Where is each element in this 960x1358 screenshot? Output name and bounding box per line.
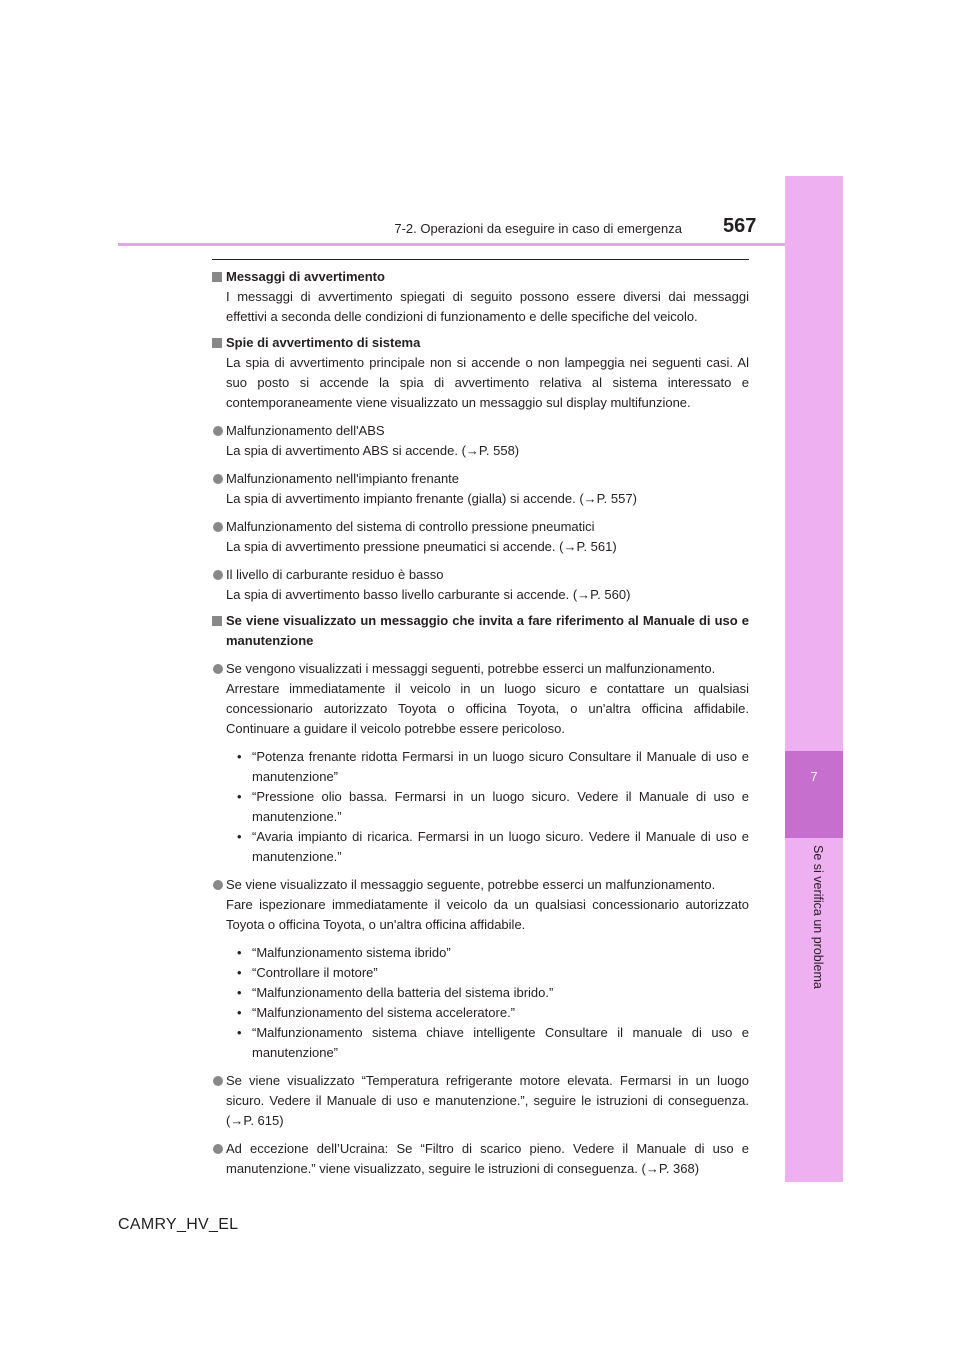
message-bullet: • “Malfunzionamento della batteria del sistema ibrido.” <box>226 983 749 1003</box>
list-item-title: Malfunzionamento nell'impianto frenante <box>226 471 460 486</box>
list-item-text: Arrestare immediatamente il veicolo in un luogo sicuro e contattare un qualsiasi concessionario autorizzato Toyota o officina Toyota, o un'altra officina affidabile. Continuare a guidare il veicolo potrebbe essere pericoloso. <box>226 681 749 736</box>
message-list <box>212 747 749 867</box>
section-body: I messaggi di avvertimento spiegati di seguito possono essere diversi dai messaggi effettivi a seconda delle condizioni di funzionamento e delle specifiche del veicolo. <box>226 289 749 324</box>
list-item <box>212 517 749 557</box>
message-list <box>212 943 749 1063</box>
list-item-text: La spia di avvertimento basso livello carburante si accende. (→P. 560) <box>226 587 631 602</box>
message-bullet: • “Avaria impianto di ricarica. Fermarsi in un luogo sicuro. Vedere il Manuale di uso e manutenzione.” <box>226 827 749 867</box>
header-divider <box>118 243 785 246</box>
list-item-text: La spia di avvertimento pressione pneumatici si accende. (→P. 561) <box>226 539 617 554</box>
message-bullet: • “Potenza frenante ridotta Fermarsi in un luogo sicuro Consultare il Manuale di uso e manutenzione” <box>226 747 749 787</box>
section-heading-warning-messages: Messaggi di avvertimento <box>212 267 749 287</box>
content-top-rule <box>212 259 749 260</box>
list-item <box>212 469 749 509</box>
chapter-title: Se si verifica un problema <box>811 845 825 989</box>
list-item-text: La spia di avvertimento ABS si accende. (→P. 558) <box>226 443 520 458</box>
list-item-intro: Se viene visualizzato il messaggio seguente, potrebbe esserci un malfunzionamento. <box>226 877 716 892</box>
message-bullet: • “Malfunzionamento del sistema acceleratore.” <box>226 1003 749 1023</box>
list-item-intro: Se vengono visualizzati i messaggi seguenti, potrebbe esserci un malfunzionamento. <box>226 661 716 676</box>
list-item <box>212 659 749 739</box>
message-bullet: • “Pressione olio bassa. Fermarsi in un luogo sicuro. Vedere il Manuale di uso e manutenzione.” <box>226 787 749 827</box>
list-item-text: Fare ispezionare immediatamente il veicolo da un qualsiasi concessionario autorizzato Toyota o officina Toyota, o un'altra officina affidabile. <box>226 897 749 932</box>
document-code: CAMRY_HV_EL <box>118 1216 239 1233</box>
list-item: Se viene visualizzato “Temperatura refrigerante motore elevata. Fermarsi in un luogo sicuro. Vedere il Manuale di uso e manutenzione.”, seguire le istruzioni di conseguenza. (→P. 615) <box>212 1071 749 1131</box>
chapter-number-tab <box>785 751 843 838</box>
list-item <box>212 421 749 461</box>
list-item-text: La spia di avvertimento impianto frenante (gialla) si accende. (→P. 557) <box>226 491 637 506</box>
list-item <box>212 875 749 935</box>
page-content <box>212 267 749 1179</box>
chapter-number: 7 <box>810 769 818 784</box>
section-heading-system-warning-lights: Spie di avvertimento di sistema <box>212 333 749 353</box>
page-number: 567 <box>723 215 757 237</box>
header-section-title: 7-2. Operazioni da eseguire in caso di emergenza <box>394 221 682 236</box>
message-bullet: • “Malfunzionamento sistema chiave intelligente Consultare il manuale di uso e manutenzione” <box>226 1023 749 1063</box>
list-item: Ad eccezione dell’Ucraina: Se “Filtro di scarico pieno. Vedere il Manuale di uso e manutenzione.” viene visualizzato, seguire le istruzioni di conseguenza. (→P. 368) <box>212 1139 749 1179</box>
list-item <box>212 565 749 605</box>
section-heading-manual-reference: Se viene visualizzato un messaggio che invita a fare riferimento al Manuale di uso e manutenzione <box>212 611 749 651</box>
message-bullet: • “Controllare il motore” <box>226 963 749 983</box>
message-bullet: • “Malfunzionamento sistema ibrido” <box>226 943 749 963</box>
chapter-side-tab <box>785 176 843 1182</box>
list-item-title: Malfunzionamento del sistema di controllo pressione pneumatici <box>226 519 595 534</box>
list-item-title: Malfunzionamento dell'ABS <box>226 423 385 438</box>
list-item-title: Il livello di carburante residuo è basso <box>226 567 444 582</box>
section-body: La spia di avvertimento principale non si accende o non lampeggia nei seguenti casi. Al suo posto si accende la spia di avvertimento relativa al sistema interessato e contemporaneamente viene visualizzato un messaggio sul display multifunzione. <box>226 355 749 410</box>
